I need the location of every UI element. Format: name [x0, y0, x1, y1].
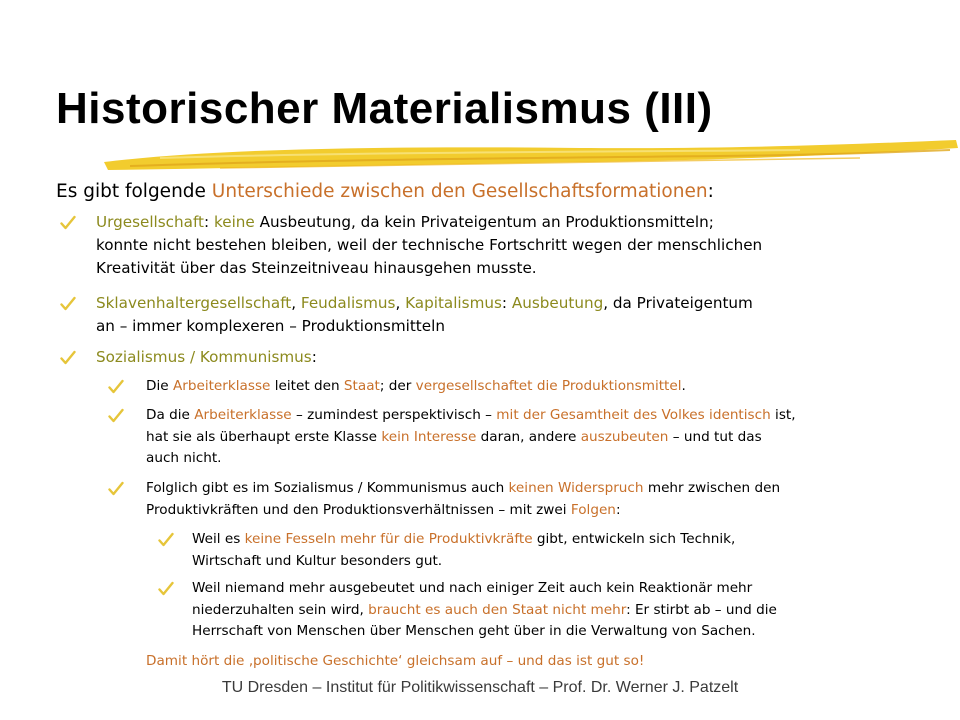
- bullet-item: [96, 211, 762, 280]
- bullet-line: [146, 478, 780, 500]
- text-segment: Ausbeutung, da kein Privateigentum an Produktionsmitteln;: [254, 213, 714, 231]
- text-segment: ,: [291, 294, 301, 312]
- text-segment: :: [615, 501, 621, 518]
- text-segment: .: [681, 378, 686, 394]
- text-segment: Da die: [146, 407, 195, 423]
- bullet-item: [96, 292, 753, 338]
- bullet-line: [192, 578, 777, 600]
- bullet-line: [192, 600, 777, 622]
- text-segment: Folglich gibt es im Sozialismus / Kommunismus auch: [146, 480, 509, 496]
- text-segment: an – immer komplexeren – Produktionsmitteln: [96, 317, 445, 335]
- checkmark-icon: [60, 296, 76, 312]
- bullet-line: [96, 257, 762, 280]
- text-segment: : Er stirbt ab – und die: [626, 601, 777, 618]
- checkmark-icon: [158, 581, 174, 597]
- intro-highlight: Unterschiede zwischen den Gesellschaftsformationen: [211, 181, 708, 202]
- text-segment: leitet den: [270, 378, 344, 394]
- highlighted-term: keine Fesseln mehr für die Produktivkräfte: [244, 531, 533, 547]
- bullet-line: [96, 211, 762, 234]
- text-segment: Weil niemand mehr ausgebeutet und nach einiger Zeit auch kein Reaktionär mehr: [192, 580, 753, 596]
- text-segment: ; der: [379, 378, 416, 394]
- text-segment: Wirtschaft und Kultur besonders gut.: [192, 552, 443, 569]
- checkmark-icon: [108, 379, 124, 395]
- text-segment: , da Privateigentum: [603, 294, 753, 312]
- highlighted-term: keinen Widerspruch: [508, 480, 644, 496]
- highlighted-term: keine: [213, 213, 255, 231]
- bullet-item: [192, 578, 777, 643]
- text-segment: Kreativität über das Steinzeitniveau hinausgehen musste.: [96, 259, 537, 277]
- text-segment: konnte nicht bestehen bleiben, weil der technische Fortschritt wegen der menschlichen: [96, 236, 763, 254]
- bullet-line: [96, 234, 762, 257]
- text-segment: :: [311, 348, 317, 366]
- highlighted-term: Feudalismus: [300, 294, 396, 312]
- bullet-line: [96, 292, 753, 315]
- checkmark-icon: [108, 408, 124, 424]
- highlighted-term: Sozialismus / Kommunismus: [96, 348, 312, 366]
- text-segment: niederzuhalten sein wird,: [192, 601, 369, 618]
- highlighted-term: Ausbeutung: [511, 294, 604, 312]
- bullet-line: [146, 427, 796, 449]
- text-segment: Weil es: [192, 531, 245, 547]
- highlighted-term: kein Interesse: [381, 428, 477, 445]
- bullet-item: [146, 405, 796, 470]
- text-segment: daran, andere: [476, 428, 581, 445]
- highlighted-term: vergesellschaftet die Produktionsmittel: [415, 378, 682, 394]
- text-segment: :: [204, 213, 214, 231]
- bullet-line: [96, 346, 317, 369]
- text-segment: Die: [146, 378, 173, 394]
- intro-text: [56, 181, 714, 202]
- highlighted-term: Arbeiterklasse: [172, 378, 271, 394]
- bullet-line: [146, 500, 780, 522]
- text-segment: – zumindest perspektivisch –: [291, 407, 497, 423]
- bullet-line: [192, 529, 735, 551]
- bullet-line: [192, 551, 735, 573]
- highlighted-term: Kapitalismus: [405, 294, 502, 312]
- bullet-line: [146, 405, 796, 427]
- text-segment: gibt, entwickeln sich Technik,: [532, 531, 736, 547]
- checkmark-icon: [158, 532, 174, 548]
- bullet-item: [96, 346, 317, 369]
- highlighted-term: auszubeuten: [580, 428, 669, 445]
- highlighted-term: Folgen: [570, 501, 616, 518]
- bullet-line: [192, 621, 777, 643]
- checkmark-icon: [60, 350, 76, 366]
- highlighted-term: Urgesellschaft: [96, 213, 205, 231]
- checkmark-icon: [108, 481, 124, 497]
- intro-prefix: Es gibt folgende: [56, 181, 212, 202]
- text-segment: hat sie als überhaupt erste Klasse: [146, 428, 382, 445]
- checkmark-icon: [60, 215, 76, 231]
- conclusion-text: Damit hört die ‚politische Geschichte‘ gleichsam auf – und das ist gut so!: [146, 653, 645, 669]
- highlighted-term: mit der Gesamtheit des Volkes identisch: [496, 407, 771, 423]
- text-segment: :: [501, 294, 512, 312]
- text-segment: auch nicht.: [146, 450, 222, 466]
- text-segment: ,: [395, 294, 406, 312]
- bullet-line: [96, 315, 753, 338]
- bullet-item: [192, 529, 735, 572]
- bullet-line: [146, 376, 686, 398]
- text-segment: – und tut das: [668, 428, 762, 445]
- slide-title: Historischer Materialismus (III): [56, 84, 713, 133]
- bullet-item: [146, 376, 686, 398]
- footer-text: TU Dresden – Institut für Politikwissenschaft – Prof. Dr. Werner J. Patzelt: [221, 679, 739, 696]
- intro-suffix: :: [707, 181, 714, 202]
- bullet-line: [146, 448, 796, 470]
- text-segment: Produktivkräften und den Produktionsverhältnissen – mit zwei: [146, 501, 571, 518]
- yellow-brush-stroke-decoration: [100, 138, 960, 176]
- highlighted-term: braucht es auch den Staat nicht mehr: [368, 601, 627, 618]
- text-segment: ist,: [770, 407, 796, 423]
- highlighted-term: Arbeiterklasse: [194, 407, 292, 423]
- text-segment: mehr zwischen den: [643, 480, 781, 496]
- highlighted-term: Staat: [343, 378, 380, 394]
- bullet-item: [146, 478, 780, 521]
- highlighted-term: Sklavenhaltergesellschaft: [96, 294, 292, 312]
- text-segment: Herrschaft von Menschen über Menschen geht über in die Verwaltung von Sachen.: [192, 623, 756, 639]
